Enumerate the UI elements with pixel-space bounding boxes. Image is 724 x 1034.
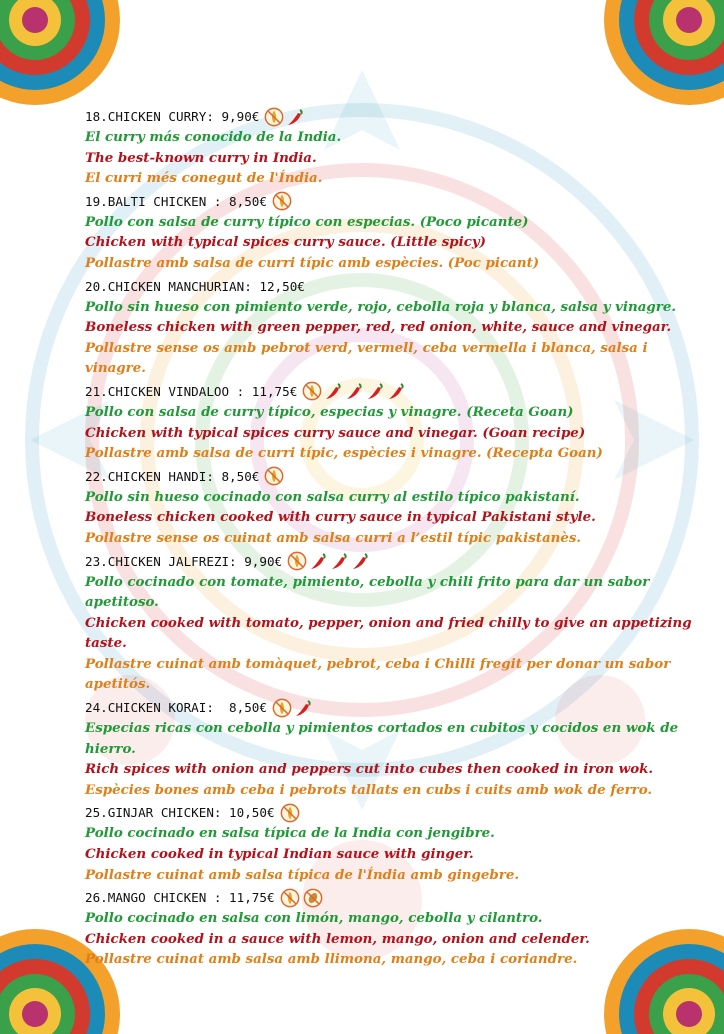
- description-en: taste.: [85, 635, 127, 652]
- dish-icons: [279, 888, 324, 908]
- chili-icon: [330, 551, 350, 571]
- gluten-free-icon: [271, 698, 293, 718]
- description-en: Boneless chicken with green pepper, red, red onion, white, sauce and vinegar.: [85, 319, 672, 336]
- menu-item: [85, 191, 695, 274]
- description-ca: Pollastre sense os amb pebrot verd, vermell, ceba vermella i blanca, salsa i vinagre.: [85, 339, 648, 377]
- chili-icon: [387, 381, 407, 401]
- dish-name-price: 25.GINJAR CHICKEN: 10,50€: [85, 805, 275, 821]
- dish-title: [85, 106, 695, 127]
- corner-mandala-top-left: [0, 0, 130, 110]
- description-es: Especias ricas con cebolla y pimientos cortados en cubitos y cocidos en wok de: [85, 720, 679, 737]
- description-en: The best-known curry in India.: [85, 149, 317, 166]
- description-es: hierro.: [85, 740, 136, 757]
- chili-icon: [345, 381, 365, 401]
- description-en: Rich spices with onion and peppers cut into cubes then cooked in iron wok.: [85, 761, 654, 778]
- description-es: Pollo cocinado en salsa típica de la India con jengibre.: [85, 825, 495, 842]
- dish-title: [85, 466, 695, 487]
- dish-icons: [271, 191, 293, 211]
- dish-name-price: 18.CHICKEN CURRY: 9,90€: [85, 109, 260, 124]
- description-en: Chicken cooked in a sauce with lemon, mango, onion and celender.: [85, 930, 590, 947]
- menu-item: [85, 276, 695, 379]
- description-es: El curry más conocido de la India.: [85, 129, 342, 145]
- description-en: Boneless chicken cooked with curry sauce in typical Pakistani style.: [85, 509, 596, 526]
- description-es: Pollo sin hueso cocinado con salsa curry al estilo típico pakistaní.: [85, 488, 580, 505]
- description-es: Pollo cocinado en salsa con limón, mango, cebolla y cilantro.: [85, 910, 543, 927]
- description-es: Pollo con salsa de curry típico con especias. (Poco picante): [85, 213, 529, 230]
- nut-free-icon: [302, 888, 324, 908]
- menu-item: [85, 697, 695, 800]
- menu-item: [85, 551, 695, 696]
- gluten-free-icon: [271, 191, 293, 211]
- dish-icons: [263, 466, 285, 486]
- description-en: Chicken with typical spices curry sauce and vinegar. (Goan recipe): [85, 424, 586, 441]
- dish-icons: [279, 803, 301, 823]
- gluten-free-icon: [279, 803, 301, 823]
- dish-title: [85, 697, 695, 718]
- chili-icon: [294, 698, 314, 718]
- dish-name-price: 20.CHICKEN MANCHURIAN: 12,50€: [85, 278, 305, 294]
- dish-name-price: 23.CHICKEN JALFREZI: 9,90€: [85, 553, 283, 569]
- menu-item: [85, 466, 695, 549]
- description-es: Pollo cocinado con tomate, pimiento, cebolla y chili frito para dar un sabor apetitoso.: [85, 573, 650, 611]
- description-ca: Pollastre amb salsa de curri típic, espècies i vinagre. (Recepta Goan): [85, 445, 603, 462]
- chili-icon: [366, 381, 386, 401]
- chili-icon: [324, 381, 344, 401]
- description-ca: Espècies bones amb ceba i pebrots tallats en cubs i cuits amb wok de ferro.: [85, 781, 653, 798]
- dish-name-price: 19.BALTI CHICKEN : 8,50€: [85, 193, 267, 209]
- description-ca: apetitós.: [85, 676, 151, 693]
- chili-icon: [351, 551, 371, 571]
- description-en: Chicken cooked with tomato, pepper, onion and fried chilly to give an appetizing: [85, 614, 692, 631]
- dish-name-price: 22.CHICKEN HANDI: 8,50€: [85, 468, 260, 484]
- dish-title: [85, 381, 695, 402]
- description-ca: Pollastre cuinat amb salsa amb llimona, mango, ceba i coriandre.: [85, 951, 578, 968]
- gluten-free-icon: [263, 466, 285, 486]
- dish-icons: [301, 381, 407, 401]
- dish-icons: [271, 698, 314, 718]
- dish-name-price: 21.CHICKEN VINDALOO : 11,75€: [85, 383, 298, 399]
- dish-icons: [263, 107, 306, 127]
- dish-title: [85, 802, 695, 823]
- dish-name-price: 24.CHICKEN KORAI: 8,50€: [85, 700, 267, 716]
- dish-title: [85, 191, 695, 212]
- description-es: Pollo con salsa de curry típico, especias y vinagre. (Receta Goan): [85, 403, 574, 420]
- dish-icons: [286, 551, 371, 571]
- dish-name-price: 26.MANGO CHICKEN : 11,75€: [85, 890, 275, 906]
- menu-item: [85, 381, 695, 464]
- dish-title: [85, 887, 695, 908]
- dish-title: [85, 276, 695, 297]
- menu-list: [85, 106, 695, 970]
- menu-item: [85, 106, 695, 189]
- description-ca: Pollastre amb salsa de curri típic amb espècies. (Poc picant): [85, 254, 540, 271]
- gluten-free-icon: [279, 888, 301, 908]
- chili-icon: [286, 107, 306, 127]
- description-ca: Pollastre cuinat amb tomàquet, pebrot, ceba i Chilli fregit per donar un sabor: [85, 655, 671, 672]
- corner-mandala-top-right: [594, 0, 724, 110]
- dish-title: [85, 551, 695, 572]
- description-en: Chicken with typical spices curry sauce. (Little spicy): [85, 234, 487, 251]
- gluten-free-icon: [286, 551, 308, 571]
- chili-icon: [309, 551, 329, 571]
- description-en: Chicken cooked in typical Indian sauce with ginger.: [85, 846, 474, 863]
- menu-item: [85, 887, 695, 970]
- menu-item: [85, 802, 695, 885]
- gluten-free-icon: [301, 381, 323, 401]
- description-ca: El curri més conegut de l'Índia.: [85, 170, 323, 187]
- description-ca: Pollastre cuinat amb salsa típica de l'Índia amb gingebre.: [85, 866, 520, 883]
- description-ca: Pollastre sense os cuinat amb salsa curri a l’estil típic pakistanès.: [85, 529, 582, 546]
- gluten-free-icon: [263, 107, 285, 127]
- description-es: Pollo sin hueso con pimiento verde, rojo, cebolla roja y blanca, salsa y vinagre.: [85, 298, 677, 315]
